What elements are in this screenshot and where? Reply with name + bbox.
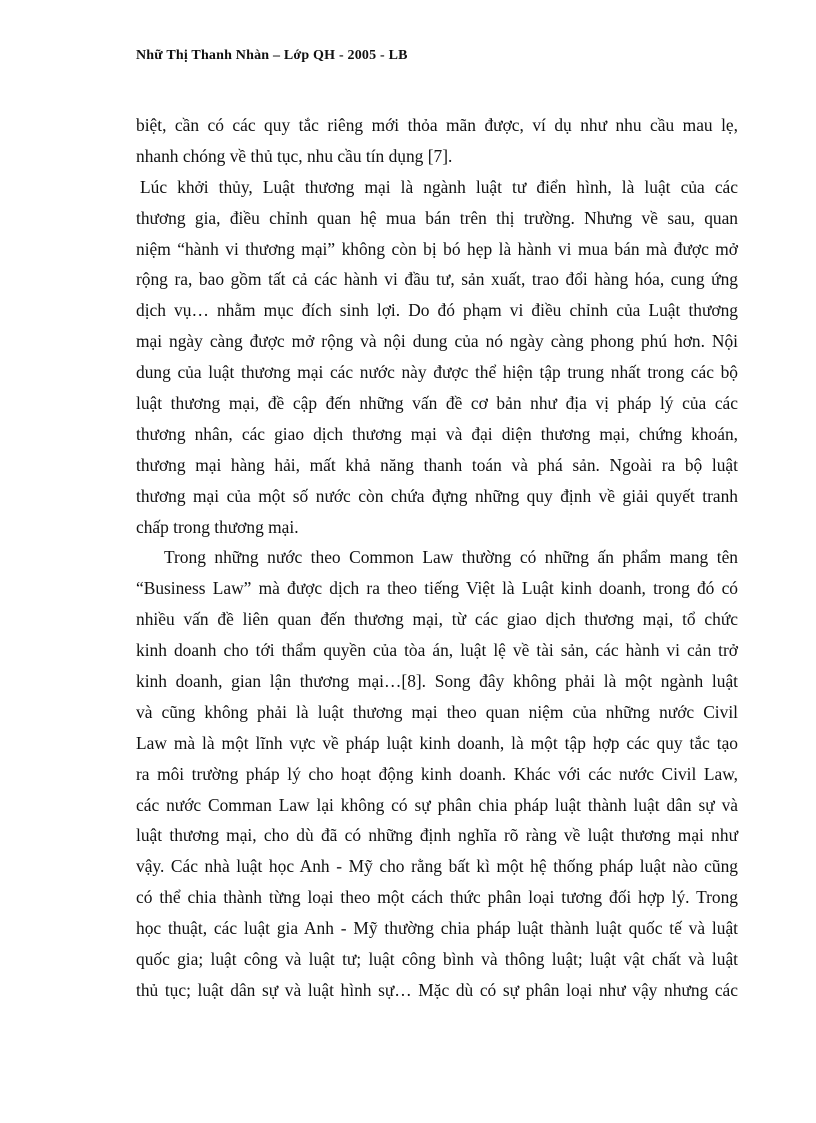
text-line: nhiều vấn đề liên quan đến thương mại, từ các giao dịch thương mại, tổ chức	[136, 609, 738, 630]
text-line: luật thương mại, cho dù đã có những định nghĩa rõ ràng về luật thương mại như	[136, 825, 738, 846]
text-line: có thể chia thành từng loại theo một cách thức phân loại tương đối hợp lý. Trong	[136, 887, 738, 908]
text-line: rộng ra, bao gồm tất cả các hành vi đầu tư, sản xuất, trao đổi hàng hóa, cung ứng	[136, 269, 738, 290]
text-line: Trong những nước theo Common Law thường có những ấn phẩm mang tên	[164, 547, 738, 568]
text-line: Lúc khởi thủy, Luật thương mại là ngành luật tư điển hình, là luật của các	[140, 176, 738, 197]
text-line: thủ tục; luật dân sự và luật hình sự… Mặc dù có sự phân loại như vậy nhưng các	[136, 979, 738, 1000]
page-header: Nhữ Thị Thanh Nhàn – Lớp QH - 2005 - LB	[136, 48, 408, 63]
text-line: quốc gia; luật công và luật tư; luật công bình và thông luật; luật vật chất và luật	[136, 949, 738, 970]
text-line: kinh doanh, gian lận thương mại…[8]. Song đây không phải là một ngành luật	[136, 671, 738, 692]
text-line: thương gia, điều chỉnh quan hệ mua bán trên thị trường. Nhưng về sau, quan	[136, 207, 738, 228]
text-line: biệt, cần có các quy tắc riêng mới thỏa mãn được, ví dụ như nhu cầu mau lẹ,	[136, 115, 738, 135]
text-line: mại ngày càng được mở rộng và nội dung của nó ngày càng phong phú hơn. Nội	[136, 331, 738, 352]
text-line: niệm “hành vi thương mại” không còn bị bó hẹp là hành vi mua bán mà được mở	[136, 238, 738, 259]
text-line: nhanh chóng về thủ tục, nhu cầu tín dụng [7].	[136, 145, 453, 166]
text-line: luật thương mại, đề cập đến những vấn đề cơ bản như địa vị pháp lý của các	[136, 393, 738, 414]
text-line: vậy. Các nhà luật học Anh - Mỹ cho rằng bất kì một hệ thống pháp luật nào cũng	[136, 856, 738, 877]
text-line: “Business Law” mà được dịch ra theo tiếng Việt là Luật kinh doanh, trong đó có	[136, 578, 738, 599]
text-line: thương mại của một số nước còn chứa đựng những quy định về giải quyết tranh	[136, 485, 738, 506]
text-line: học thuật, các luật gia Anh - Mỹ thường chia pháp luật thành luật quốc tế và luật	[136, 918, 738, 939]
text-line: Law mà là một lĩnh vực về pháp luật kinh doanh, là một tập hợp các quy tắc tạo	[136, 732, 738, 753]
document-body	[136, 110, 738, 1006]
text-line: thương mại hàng hải, mất khả năng thanh toán và phá sản. Ngoài ra bộ luật	[136, 454, 738, 475]
text-line: và cũng không phải là luật thương mại theo quan niệm của những nước Civil	[136, 701, 738, 722]
text-line: các nước Comman Law lại không có sự phân chia pháp luật thành luật dân sự và	[136, 794, 738, 815]
text-line: dịch vụ… nhằm mục đích sinh lợi. Do đó phạm vi điều chỉnh của Luật thương	[136, 300, 738, 321]
text-line: dung của luật thương mại các nước này được thể hiện tập trung nhất trong các bộ	[136, 362, 738, 383]
text-line: ra môi trường pháp lý cho hoạt động kinh doanh. Khác với các nước Civil Law,	[136, 763, 738, 784]
text-line: chấp trong thương mại.	[136, 516, 299, 537]
text-line: kinh doanh cho tới thẩm quyền của tòa án, luật lệ về tài sản, các hành vi cản trở	[136, 640, 738, 661]
text-line: thương nhân, các giao dịch thương mại và đại diện thương mại, chứng khoán,	[136, 423, 738, 444]
